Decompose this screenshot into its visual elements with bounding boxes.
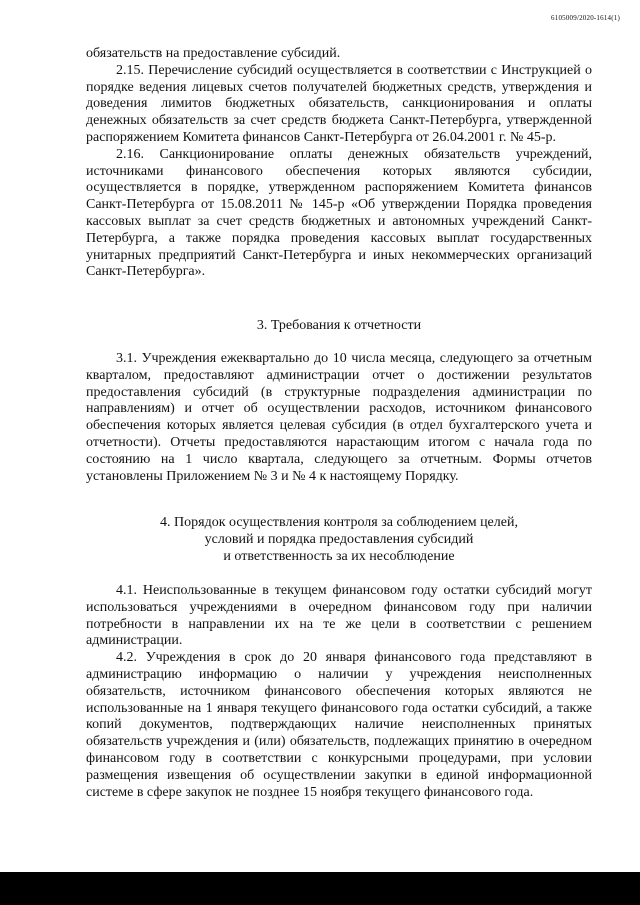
body-block-1 — [86, 46, 592, 281]
section-4-heading — [86, 515, 592, 565]
continuation-text: обязательств на предоставление субсидий. — [86, 46, 341, 61]
paragraph-2-16: 2.16. Санкционирование оплаты денежных обязательств учреждений, источниками финансового обеспечения которых являются субсидии, осуществляется в порядке, утвержденном распоряжением Комитета финансов Санкт-Петербурга от 15.08.2011 № 145-р «Об утверждении Порядка проведения кассовых выплат за счет средств бюджетных и автономных учреждений Санкт-Петербурга, а также порядка проведения кассовых выплат государственных унитарных предприятий Санкт-Петербурга и иных некоммерческих организаций Санкт-Петербурга». — [86, 146, 592, 280]
section-3-heading — [86, 318, 592, 335]
paragraph-4-1: 4.1. Неиспользованные в текущем финансовом году остатки субсидий могут использоваться учреждениями в очередном финансовом году при наличии потребности в направлении их на те же цели в соответствии с решением администрации. — [86, 583, 592, 649]
body-block-2 — [86, 351, 592, 485]
paragraph-2-15: 2.15. Перечисление субсидий осуществляется в соответствии с Инструкцией о порядке ведения лицевых счетов получателей бюджетных средств, утверждения и доведения лимитов бюджетных обязательств, санкционирования и оплаты денежных обязательств за счет средств бюджета Санкт-Петербурга, утвержденной распоряжением Комитета финансов Санкт-Петербурга от 26.04.2001 г. № 45-р. — [86, 62, 592, 145]
document-id: 6105009/2020-1614(1) — [551, 14, 620, 22]
body-block-3 — [86, 583, 592, 801]
paragraph-3-1: 3.1. Учреждения ежеквартально до 10 числа месяца, следующего за отчетным кварталом, предоставляют администрации отчет о достижении результатов предоставления субсидий (в структурные подразделения администрации по направлениям) и отчет об осуществлении расходов, источником финансового обеспечения которых является целевая субсидия (в отдел бухгалтерского учета и отчетности). Отчеты предоставляются нарастающим итогом с начала года по состоянию на 1 число квартала, следующего за отчетным. Формы отчетов установлены Приложением № 3 и № 4 к настоящему Порядку. — [86, 351, 592, 484]
section-4-title-line-3: и ответственность за их несоблюдение — [223, 548, 455, 564]
section-4-title-line-2: условий и порядка предоставления субсидий — [204, 531, 474, 547]
section-4-title-line-1: 4. Порядок осуществления контроля за соблюдением целей, — [160, 515, 518, 530]
scan-bottom-edge — [0, 872, 640, 905]
paragraph-4-2: 4.2. Учреждения в срок до 20 января финансового года представляют в администрацию информацию о наличии у учреждения неисполненных обязательств, источником финансового обеспечения которых являются не использованные на 1 января текущего финансового года остатки субсидий, а также копий документов, подтверждающих наличие неисполненных принятых обязательств учреждения и (или) обязательств, подлежащих принятию в очередном финансовом году в соответствии с конкурсными процедурами, при условии размещения извещения об осуществлении закупки в единой информационной системе в сфере закупок не позднее 15 ноября текущего финансового года. — [86, 650, 592, 800]
section-3-title: 3. Требования к отчетности — [256, 318, 422, 333]
